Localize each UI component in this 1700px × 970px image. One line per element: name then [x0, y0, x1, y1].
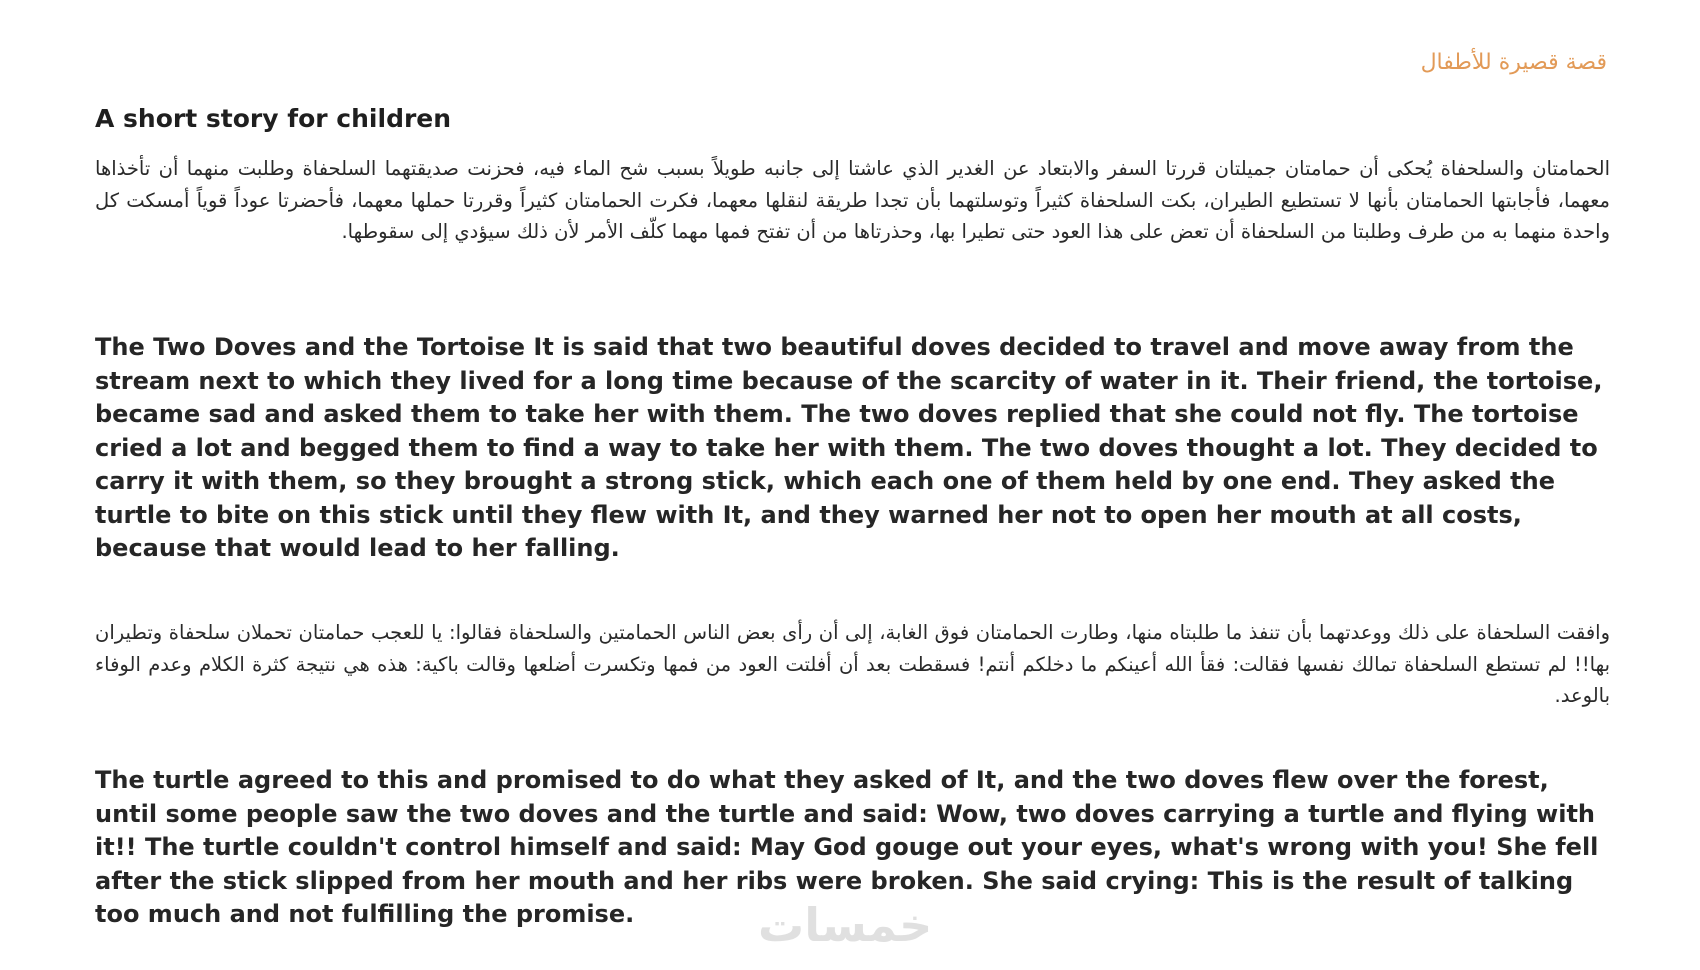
english-paragraph-1: The Two Doves and the Tortoise It is said that two beautiful doves decided to travel and move away from the stream next to which they lived for a long time because of the scarcity of water in it. Their friend, the tortoise, became sad and asked them to take her with them. The two doves replied that she could not fly. The tortoise cried a lot and begged them to find a way to take her with them. The two doves thought a lot. They decided to carry it with them, so they brought a strong stick, which each one of them held by one end. They asked the turtle to bite on this stick until they flew with It, and they warned her not to open her mouth at all costs, because that would lead to her falling. [95, 333, 1603, 562]
arabic-title: قصة قصيرة للأطفال [1420, 50, 1607, 75]
arabic-paragraph-2: وافقت السلحفاة على ذلك ووعدتهما بأن تنفذ ما طلبتاه منها، وطارت الحمامتان فوق الغابة، إلى أن رأى بعض الناس الحمامتين والسلحفاة فقالوا: يا للعجب حمامتان تحملان سلحفاة وتطيران بها!! لم تستطع السلحفاة تمالك نفسها فقالت: فقأ الله أعينكم ما دخلكم أنتم! فسقطت بعد أن أفلتت العود من فمها وتكسرت أضلعها وقالت باكية: هذه هي نتيجة كثرة الكلام وعدم الوفاء بالوعد. [95, 621, 1610, 707]
english-paragraph-2: The turtle agreed to this and promised to do what they asked of It, and the two doves flew over the forest, until some people saw the two doves and the turtle and said: Wow, two doves carrying a turtle and flying with it!! The turtle couldn't control himself and said: May God gouge out your eyes, what's wrong with you! She fell after the stick slipped from her mouth and her ribs were broken. She said crying: This is the result of talking too much and not fulfilling the promise. [95, 766, 1599, 928]
english-title: A short story for children [95, 104, 452, 133]
watermark-logo: خمسات [758, 898, 933, 952]
arabic-paragraph-1: الحمامتان والسلحفاة يُحكى أن حمامتان جميلتان قررتا السفر والابتعاد عن الغدير الذي عاشتا إلى جانبه طويلاً بسبب شح الماء فيه، فحزنت صديقتهما السلحفاة وطلبت منهما أن تأخذاها معهما، فأجابتها الحمامتان بأنها لا تستطيع الطيران، بكت السلحفاة كثيراً وتوسلتهما بأن تجدا طريقة لنقلها معهما، فكرت الحمامتان كثيراً وقررتا حملها معهما، فأحضرتا عوداً قوياً أمسكت كل واحدة منهما به من طرف وطلبتا من السلحفاة أن تعض على هذا العود حتى تطيرا بها، وحذرتاها من أن تفتح فمها مهما كلّف الأمر لأن ذلك سيؤدي إلى سقوطها. [95, 157, 1610, 243]
